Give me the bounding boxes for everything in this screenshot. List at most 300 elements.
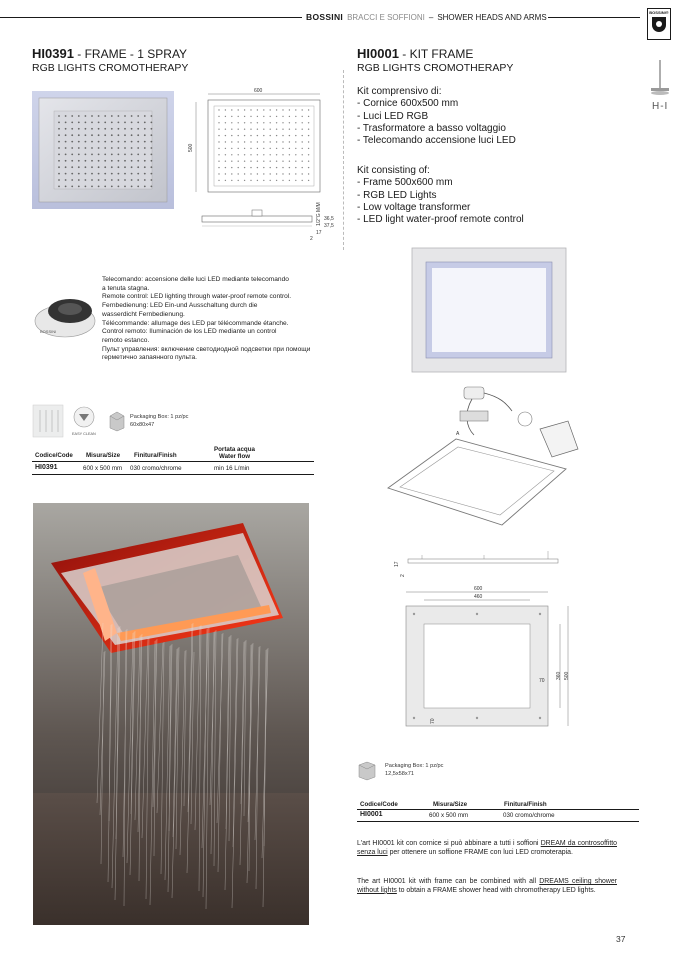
nozzle-dot	[257, 173, 258, 174]
nozzle-dot	[65, 179, 67, 181]
nozzle-dot	[71, 141, 73, 143]
nozzle-dot	[238, 129, 239, 130]
nozzle-dot	[124, 115, 126, 117]
nozzle-dot	[98, 147, 100, 149]
nozzle-dot	[289, 148, 290, 149]
nozzle-dot	[124, 147, 126, 149]
packaging-info	[385, 763, 443, 778]
nozzle-dot	[71, 160, 73, 162]
nozzle-dot	[302, 122, 303, 123]
kit-exploded-view	[380, 383, 580, 531]
nozzle-dot	[308, 173, 309, 174]
nozzle-dot	[238, 173, 239, 174]
nozzle-dot	[151, 122, 153, 124]
nozzle-dot	[58, 128, 60, 130]
remote-text-line: Télécommande: allumage des LED par télécommande étanche.	[102, 319, 289, 327]
nozzle-dot	[98, 160, 100, 162]
nozzle-dot	[308, 148, 309, 149]
nozzle-dot	[289, 180, 290, 181]
dream-ceiling-link[interactable]: DREAM da controsoffitto senza luci	[357, 840, 617, 856]
nozzle-dot	[276, 122, 277, 123]
nozzle-dot	[137, 186, 139, 188]
nozzle-dot	[111, 166, 113, 168]
nozzle-dot	[137, 173, 139, 175]
nozzle-dot	[98, 154, 100, 156]
kit-line: - Cornice 600x500 mm	[357, 98, 459, 110]
nozzle-dot	[218, 141, 219, 142]
shower-head-photo	[32, 91, 174, 209]
kit-line: - Trasformatore a basso voltaggio	[357, 122, 506, 134]
nozzle-dot	[250, 135, 251, 136]
cell-size: 600 x 500 mm	[83, 465, 123, 472]
header-rule-left	[0, 17, 302, 18]
nozzle-dot	[71, 179, 73, 181]
logo-emblem-icon	[650, 15, 668, 35]
nozzle-dot	[302, 154, 303, 155]
header-breadcrumb	[306, 12, 547, 22]
nozzle-dot	[289, 154, 290, 155]
nozzle-dot	[289, 161, 290, 162]
nozzle-dot	[276, 148, 277, 149]
nozzle-dot	[85, 166, 87, 168]
nozzle-dot	[91, 141, 93, 143]
nozzle-dot	[71, 154, 73, 156]
nozzle-dot	[124, 122, 126, 124]
nozzle-dot	[137, 179, 139, 181]
nozzle-dot	[295, 141, 296, 142]
nozzle-dot	[118, 147, 120, 149]
nozzle-dot	[225, 141, 226, 142]
nozzle-dot	[257, 154, 258, 155]
cell-code: HI0001	[360, 811, 383, 818]
nozzle-dot	[218, 148, 219, 149]
nozzle-dot	[308, 167, 309, 168]
nozzle-dot	[238, 161, 239, 162]
dim-profile-height: 17	[394, 561, 400, 567]
nozzle-dot	[231, 129, 232, 130]
nozzle-dot	[270, 167, 271, 168]
nozzle-dot	[225, 135, 226, 136]
kit-line: - LED light water-proof remote control	[357, 214, 524, 226]
nozzle-dot	[308, 116, 309, 117]
nozzle-dot	[263, 129, 264, 130]
nozzle-dot	[144, 128, 146, 130]
nozzle-dot	[218, 109, 219, 110]
nozzle-dot	[111, 115, 113, 117]
nozzle-dot	[276, 180, 277, 181]
nozzle-dot	[250, 154, 251, 155]
frame-profile-drawing	[392, 545, 568, 581]
nozzle-dot	[71, 115, 73, 117]
nozzle-dot	[238, 135, 239, 136]
packaging-box-icon	[357, 760, 377, 782]
nozzle-dot	[244, 129, 245, 130]
nozzle-dot	[295, 122, 296, 123]
kit-line: - Luci LED RGB	[357, 110, 429, 122]
table-rule	[357, 821, 639, 822]
svg-text:A: A	[456, 431, 460, 437]
nozzle-dot	[218, 116, 219, 117]
table-rule	[357, 809, 639, 810]
nozzle-dot	[289, 109, 290, 110]
nozzle-dot	[257, 148, 258, 149]
nozzle-dot	[98, 128, 100, 130]
nozzle-dot	[270, 122, 271, 123]
nozzle-dot	[58, 166, 60, 168]
nozzle-dot	[244, 180, 245, 181]
remote-control-photo	[32, 285, 98, 343]
frame-kit-photo	[412, 248, 566, 372]
nozzle-dot	[225, 161, 226, 162]
nozzle-dot	[71, 173, 73, 175]
product-subtitle: RGB LIGHTS CROMOTHERAPY	[357, 62, 514, 74]
section-code: H-I	[652, 101, 669, 112]
nozzle-dot	[295, 180, 296, 181]
nozzle-dot	[282, 129, 283, 130]
nozzle-dot	[111, 186, 113, 188]
nozzle-dot	[250, 141, 251, 142]
header-brand: BOSSINI	[306, 12, 344, 22]
nozzle-dot	[131, 186, 133, 188]
bossini-logo	[647, 8, 671, 40]
nozzle-dot	[308, 135, 309, 136]
nozzle-dot	[250, 116, 251, 117]
nozzle-dot	[118, 173, 120, 175]
nozzle-dot	[257, 129, 258, 130]
nozzle-dot	[65, 166, 67, 168]
nozzle-dot	[85, 154, 87, 156]
nozzle-dot	[263, 109, 264, 110]
packaging-line: 12,5x58x71	[385, 770, 414, 777]
nozzle-dot	[144, 122, 146, 124]
dim-connection: 1/2"G M/M	[316, 202, 322, 226]
nozzle-dot	[111, 128, 113, 130]
table-rule	[32, 474, 314, 475]
nozzle-dot	[151, 128, 153, 130]
nozzle-dot	[308, 129, 309, 130]
product-table-hi0391	[32, 446, 314, 476]
nozzle-dot	[276, 129, 277, 130]
nozzle-dot	[85, 128, 87, 130]
header-subcategory: SHOWER HEADS AND ARMS	[437, 13, 547, 22]
nozzle-dot	[71, 122, 73, 124]
nozzle-dot	[85, 122, 87, 124]
nozzle-dot	[65, 173, 67, 175]
packaging-info	[130, 414, 188, 429]
nozzle-dot	[257, 167, 258, 168]
nozzle-dot	[104, 128, 106, 130]
nozzle-dot	[263, 148, 264, 149]
nozzle-dot	[257, 109, 258, 110]
nozzle-dot	[250, 173, 251, 174]
nozzle-dot	[78, 141, 80, 143]
nozzle-dot	[225, 116, 226, 117]
cell-finish: 030 cromo/chrome	[130, 465, 182, 472]
nozzle-dot	[151, 173, 153, 175]
nozzle-dot	[65, 186, 67, 188]
nozzle-dot	[231, 173, 232, 174]
col-flow: Portata acqua	[214, 446, 255, 453]
product-code: HI0391	[32, 46, 74, 61]
nozzle-dot	[231, 109, 232, 110]
frame-dimension-drawing	[398, 584, 580, 734]
easy-clean-badge-icon	[70, 404, 98, 438]
nozzle-dot	[85, 141, 87, 143]
nozzle-dot	[91, 154, 93, 156]
dim-border-side: 70	[539, 678, 545, 684]
nozzle-dot	[270, 148, 271, 149]
nozzle-dot	[91, 147, 93, 149]
col-code: Codice/Code	[35, 452, 73, 459]
remote-text-line: a tenuta stagna.	[102, 284, 150, 292]
product-title-hi0391	[32, 46, 187, 61]
nozzle-dot	[118, 115, 120, 117]
nozzle-dot	[238, 167, 239, 168]
nozzle-dot	[270, 173, 271, 174]
nozzle-dot	[295, 167, 296, 168]
nozzle-dot	[104, 122, 106, 124]
kit-contents-english	[357, 165, 524, 226]
nozzle-dot	[98, 141, 100, 143]
remote-control-description	[102, 276, 334, 363]
nozzle-dot	[257, 180, 258, 181]
nozzle-dot	[58, 173, 60, 175]
nozzle-dot	[78, 186, 80, 188]
nozzle-dot	[98, 179, 100, 181]
nozzle-dot	[91, 128, 93, 130]
nozzle-dot	[295, 109, 296, 110]
nozzle-dot	[124, 160, 126, 162]
packaging-line: 60x80x47	[130, 421, 155, 428]
compatibility-note-italian	[357, 840, 617, 858]
dim-inner-width: 460	[474, 594, 483, 600]
nozzle-dot	[270, 109, 271, 110]
nozzle-dot	[263, 180, 264, 181]
nozzle-dot	[91, 115, 93, 117]
nozzle-dot	[270, 129, 271, 130]
nozzle-dot	[308, 122, 309, 123]
dim-depth-1: 36,5	[324, 216, 334, 222]
nozzle-dot	[111, 160, 113, 162]
nozzle-dot	[308, 161, 309, 162]
remote-text-line: Remote control: LED lighting through water-proof remote control.	[102, 293, 292, 301]
nozzle-dot	[104, 186, 106, 188]
nozzle-dot	[144, 134, 146, 136]
nozzle-dot	[58, 160, 60, 162]
nozzle-dot	[118, 141, 120, 143]
nozzle-dot	[98, 134, 100, 136]
nozzle-dot	[144, 166, 146, 168]
nozzle-dot	[263, 154, 264, 155]
nozzle-dot	[231, 180, 232, 181]
nozzle-dot	[225, 180, 226, 181]
nozzle-dot	[250, 161, 251, 162]
header-separator: –	[428, 13, 434, 22]
nozzle-dot	[111, 134, 113, 136]
nozzle-dot	[231, 161, 232, 162]
nozzle-dot	[91, 134, 93, 136]
nozzle-dot	[308, 141, 309, 142]
nozzle-dot	[144, 160, 146, 162]
nozzle-dot	[137, 154, 139, 156]
nozzle-dot	[124, 141, 126, 143]
nozzle-dot	[131, 154, 133, 156]
nozzle-dot	[295, 148, 296, 149]
desc-text: per ottenere un soffione FRAME con luci LED cromoterapia.	[387, 848, 573, 856]
nozzle-dot	[231, 148, 232, 149]
nozzle-dot	[124, 179, 126, 181]
technical-drawing-top-view	[190, 86, 330, 198]
nozzle-dot	[302, 148, 303, 149]
nozzle-dot	[302, 135, 303, 136]
nozzle-dot	[257, 161, 258, 162]
nozzle-dot	[85, 173, 87, 175]
nozzle-dot	[302, 161, 303, 162]
nozzle-dot	[250, 122, 251, 123]
logo-text: BOSSINI®	[649, 10, 669, 15]
dim-depth-4: 2	[310, 236, 313, 242]
nozzle-dot	[98, 173, 100, 175]
col-code: Codice/Code	[360, 801, 398, 808]
product-table-hi0001	[357, 799, 639, 823]
nozzle-dot	[270, 116, 271, 117]
nozzle-dot	[111, 154, 113, 156]
nozzle-dot	[282, 109, 283, 110]
nozzle-dot	[58, 115, 60, 117]
nozzle-dot	[295, 116, 296, 117]
packaging-line: Packaging Box: 1 pz/pc	[385, 763, 444, 769]
nozzle-dot	[118, 134, 120, 136]
dim-inner-height: 360	[556, 671, 562, 680]
nozzle-dot	[78, 115, 80, 117]
nozzle-dot	[104, 115, 106, 117]
nozzle-dot	[131, 128, 133, 130]
kit-line: - Low voltage transformer	[357, 201, 471, 213]
nozzle-dot	[131, 141, 133, 143]
nozzle-dot	[58, 147, 60, 149]
nozzle-dot	[257, 122, 258, 123]
nozzle-dot	[250, 109, 251, 110]
nozzle-dot	[244, 135, 245, 136]
dim-border-bottom: 70	[430, 718, 436, 724]
cell-code: HI0391	[35, 464, 58, 471]
nozzle-dot	[238, 109, 239, 110]
nozzle-dot	[282, 167, 283, 168]
nozzle-dot	[91, 186, 93, 188]
nozzle-dot	[111, 179, 113, 181]
nozzle-dot	[282, 173, 283, 174]
nozzle-dot	[118, 160, 120, 162]
nozzle-dot	[282, 161, 283, 162]
nozzle-dot	[270, 154, 271, 155]
nozzle-dot	[282, 148, 283, 149]
nozzle-dot	[218, 173, 219, 174]
nozzle-dot	[250, 180, 251, 181]
nozzle-dot	[104, 154, 106, 156]
badge-label: EASY CLEAN	[72, 432, 96, 436]
nozzle-dot	[118, 166, 120, 168]
dim-outer-width: 600	[474, 586, 483, 592]
nozzle-dot	[270, 135, 271, 136]
nozzle-dot	[276, 173, 277, 174]
nozzle-dot	[231, 116, 232, 117]
nozzle-dot	[263, 161, 264, 162]
nozzle-dot	[263, 141, 264, 142]
nozzle-dot	[71, 128, 73, 130]
nozzle-dot	[104, 141, 106, 143]
nozzle-dot	[91, 173, 93, 175]
nozzle-dot	[282, 135, 283, 136]
kit-line: Kit consisting of:	[357, 165, 430, 176]
product-title-hi0001	[357, 46, 473, 61]
nozzle-dot	[218, 167, 219, 168]
nozzle-dot	[295, 173, 296, 174]
nozzle-dot	[282, 141, 283, 142]
nozzle-dot	[225, 109, 226, 110]
nozzle-dot	[250, 167, 251, 168]
nozzle-dot	[231, 141, 232, 142]
nozzle-dot	[151, 186, 153, 188]
nozzle-dot	[58, 154, 60, 156]
nozzle-dot	[302, 180, 303, 181]
nozzle-dot	[71, 147, 73, 149]
shower-arm-thumbnail-icon	[649, 60, 671, 100]
nozzle-dot	[131, 147, 133, 149]
nozzle-dot	[118, 128, 120, 130]
nozzle-dot	[276, 167, 277, 168]
nozzle-dot	[295, 161, 296, 162]
col-size: Misura/Size	[433, 801, 468, 808]
nozzle-dot	[111, 147, 113, 149]
nozzle-dot	[78, 166, 80, 168]
nozzle-dot	[238, 154, 239, 155]
nozzle-dot	[263, 122, 264, 123]
nozzle-dot	[111, 173, 113, 175]
col-size: Misura/Size	[86, 452, 121, 459]
nozzle-dot	[231, 154, 232, 155]
nozzle-dot	[263, 173, 264, 174]
nozzle-dot	[263, 116, 264, 117]
nozzle-dot	[238, 180, 239, 181]
packaging-line: Packaging Box: 1 pz/pc	[130, 414, 189, 420]
nozzle-dot	[118, 179, 120, 181]
dim-width: 600	[254, 88, 263, 94]
col-finish: Finitura/Finish	[134, 452, 177, 459]
nozzle-dot	[85, 160, 87, 162]
nozzle-dot	[104, 173, 106, 175]
kit-contents-italian	[357, 86, 516, 147]
product-code: HI0001	[357, 46, 399, 61]
nozzle-dot	[218, 180, 219, 181]
dreams-ceiling-link[interactable]: DREAMS ceiling shower without lights	[357, 878, 617, 894]
kit-line: - Telecomando accensione luci LED	[357, 135, 516, 147]
nozzle-dot	[58, 186, 60, 188]
nozzle-dot	[78, 173, 80, 175]
header-rule-right	[548, 17, 640, 18]
nozzle-dot	[65, 141, 67, 143]
nozzle-dot	[131, 160, 133, 162]
nozzle-dot	[238, 148, 239, 149]
nozzle-dot	[78, 154, 80, 156]
nozzle-dot	[302, 129, 303, 130]
nozzle-dot	[270, 161, 271, 162]
nozzle-dot	[78, 134, 80, 136]
nozzle-dot	[302, 116, 303, 117]
nozzle-dot	[244, 116, 245, 117]
nozzle-dot	[137, 115, 139, 117]
product-subtitle: RGB LIGHTS CROMOTHERAPY	[32, 62, 189, 74]
remote-text-line: Пульт управления: включение светодиодной подсветки при помощи	[102, 345, 311, 353]
